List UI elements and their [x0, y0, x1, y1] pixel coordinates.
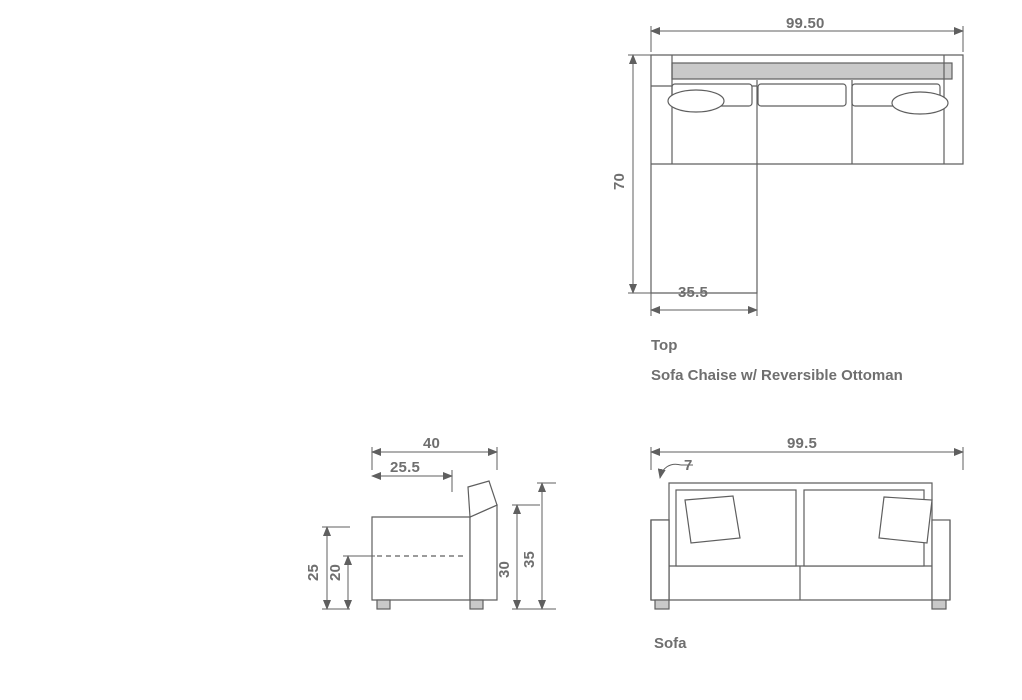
side-view-geometry [372, 481, 497, 609]
top-view-chaise-width-label: 35.5 [678, 284, 708, 301]
front-view-arm-width-label: 7 [684, 457, 693, 474]
front-view-caption: Sofa [654, 635, 687, 652]
side-view-depth-label: 40 [423, 435, 441, 452]
top-view-depth-label: 70 [611, 172, 628, 190]
top-view-geometry [651, 55, 963, 293]
front-view-geometry [651, 483, 950, 609]
side-view-seat-depth-label: 25.5 [390, 459, 420, 476]
top-view-width-label: 99.50 [786, 15, 825, 32]
side-view-back-height-total-label: 35 [521, 550, 538, 568]
front-view-width-label: 99.5 [787, 435, 817, 452]
side-view-seat-height-inner-label: 20 [327, 563, 344, 581]
top-view-caption: Top [651, 337, 678, 354]
side-view-seat-height-outer-label: 25 [305, 563, 322, 581]
side-view-back-height-inner-label: 30 [496, 560, 513, 578]
top-view-subcaption: Sofa Chaise w/ Reversible Ottoman [651, 367, 903, 384]
